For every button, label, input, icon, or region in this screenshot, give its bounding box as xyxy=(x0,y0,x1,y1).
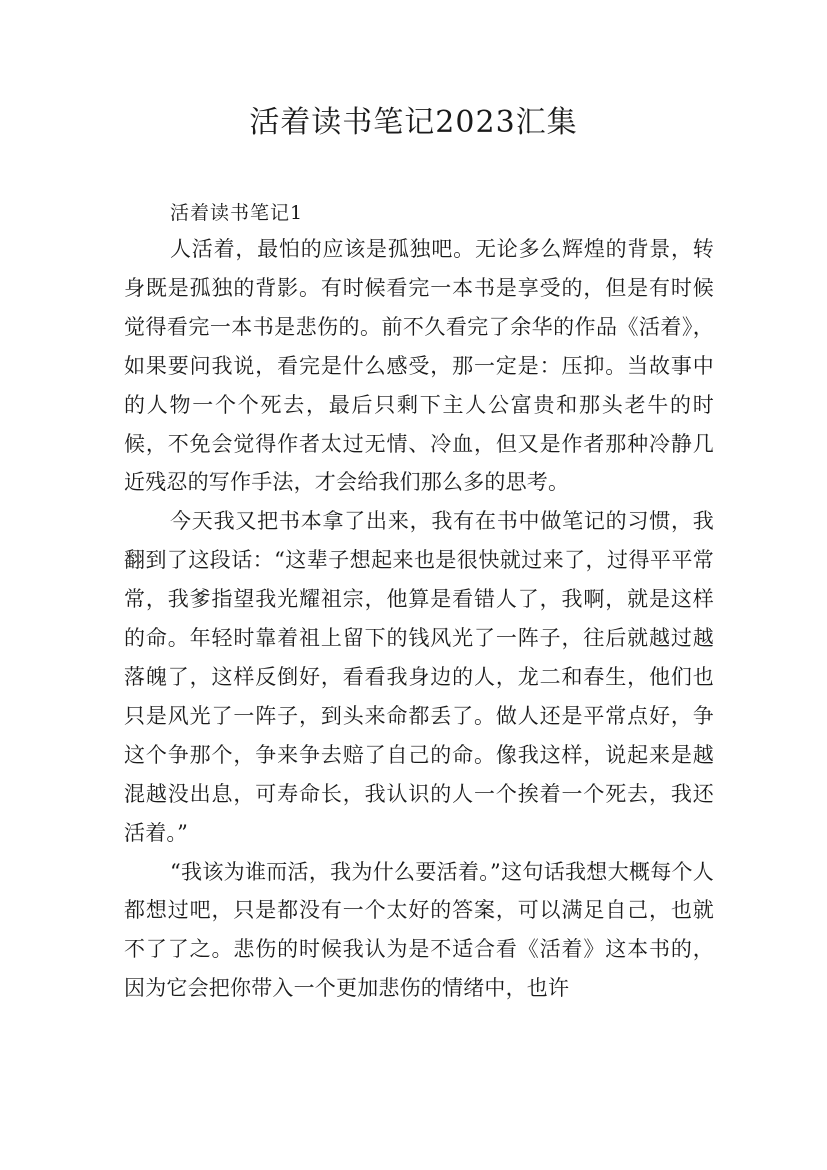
paragraph-1: 人活着，最怕的应该是孤独吧。无论多么辉煌的背景，转身既是孤独的背影。有时候看完一本书是享受的，但是有时候觉得看完一本书是悲伤的。前不久看完了余华的作品《活着》，如果要问我说，看完是什么感受，那一定是：压抑。当故事中的人物一个个死去，最后只剩下主人公富贵和那头老牛的时候，不免会觉得作者太过无情、冷血，但又是作者那种冷静几近残忍的写作手法，才会给我们那么多的思考。 xyxy=(124,237,714,495)
document-title: 活着读书笔记2023汇集 xyxy=(249,105,578,140)
paragraph-2: 今天我又把书本拿了出来，我有在书中做笔记的习惯，我翻到了这段话：“这辈子想起来也是很快就过来了，过得平平常常，我爹指望我光耀祖宗，他算是看错人了，我啊，就是这样的命。年轻时靠着祖上留下的钱风光了一阵子，往后就越过越落魄了，这样反倒好，看看我身边的人，龙二和春生，他们也只是风光了一阵子，到头来命都丢了。做人还是平常点好，争这个争那个，争来争去赔了自己的命。像我这样，说起来是越混越没出息，可寿命长，我认识的人一个挨着一个死去，我还活着。” xyxy=(124,509,714,845)
paragraph-3: “我该为谁而活，我为什么要活着。”这句话我想大概每个人都想过吧，只是都没有一个太好的答案，可以满足自己，也就不了了之。悲伤的时候我认为是不适合看《活着》这本书的，因为它会把你带入一个更加悲伤的情绪中，也许 xyxy=(124,859,714,1001)
document-body xyxy=(124,196,714,1008)
section-heading: 活着读书笔记1 xyxy=(170,202,304,224)
